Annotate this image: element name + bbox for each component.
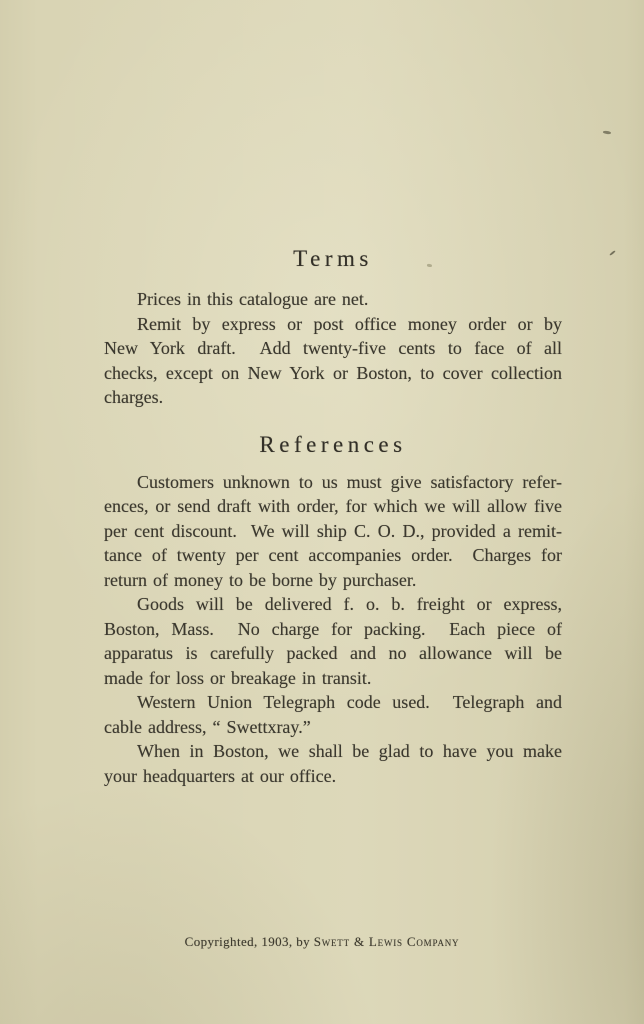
ink-speck <box>427 264 432 267</box>
section-heading-references: References <box>259 431 407 457</box>
text-line: return of money to be borne by purchaser. <box>104 569 417 590</box>
text-line: Western Union Telegraph code used. Telegraph and <box>137 692 562 712</box>
paragraph <box>104 739 562 788</box>
text-line: your headquarters at our office. <box>104 765 337 786</box>
text-line: Goods will be delivered f. o. b. freight or express, <box>137 594 562 614</box>
text-line: apparatus is carefully packed and no allowance will be <box>104 643 562 663</box>
text-line: per cent discount. We will ship C. O. D., provided a remit- <box>104 520 562 541</box>
paragraph <box>104 592 562 690</box>
text-line: Prices in this catalogue are net. <box>137 289 369 309</box>
paragraph <box>104 470 562 593</box>
text-line: Remit by express or post office money order or by <box>137 313 562 334</box>
page-content <box>104 244 562 788</box>
text-line: Customers unknown to us must give satisfactory refer- <box>137 471 562 492</box>
text-line: tance of twenty per cent accompanies order. Charges for <box>104 545 562 565</box>
paragraph <box>104 287 562 312</box>
copyright-line <box>0 934 644 950</box>
section-heading-terms: Terms <box>293 246 373 271</box>
paragraph <box>104 312 562 410</box>
text-line: When in Boston, we shall be glad to have you make <box>137 741 562 761</box>
text-line: checks, except on New York or Boston, to cover collection <box>104 362 562 383</box>
text-line: cable address, “ Swettxray.” <box>104 716 311 737</box>
ink-speck <box>603 131 611 134</box>
text-line: charges. <box>104 387 164 407</box>
company-name: Swett & Lewis Company <box>313 934 460 949</box>
ink-speck <box>609 250 616 256</box>
text-line: made for loss or breakage in transit. <box>104 667 372 688</box>
text-line: Boston, Mass. No charge for packing. Each piece of <box>104 618 562 639</box>
text-line: ences, or send draft with order, for which we will allow five <box>104 496 562 516</box>
text-line: New York draft. Add twenty-five cents to face of all <box>104 338 562 358</box>
paragraph <box>104 690 562 739</box>
copyright-text: Copyrighted, 1903, by <box>184 934 314 949</box>
